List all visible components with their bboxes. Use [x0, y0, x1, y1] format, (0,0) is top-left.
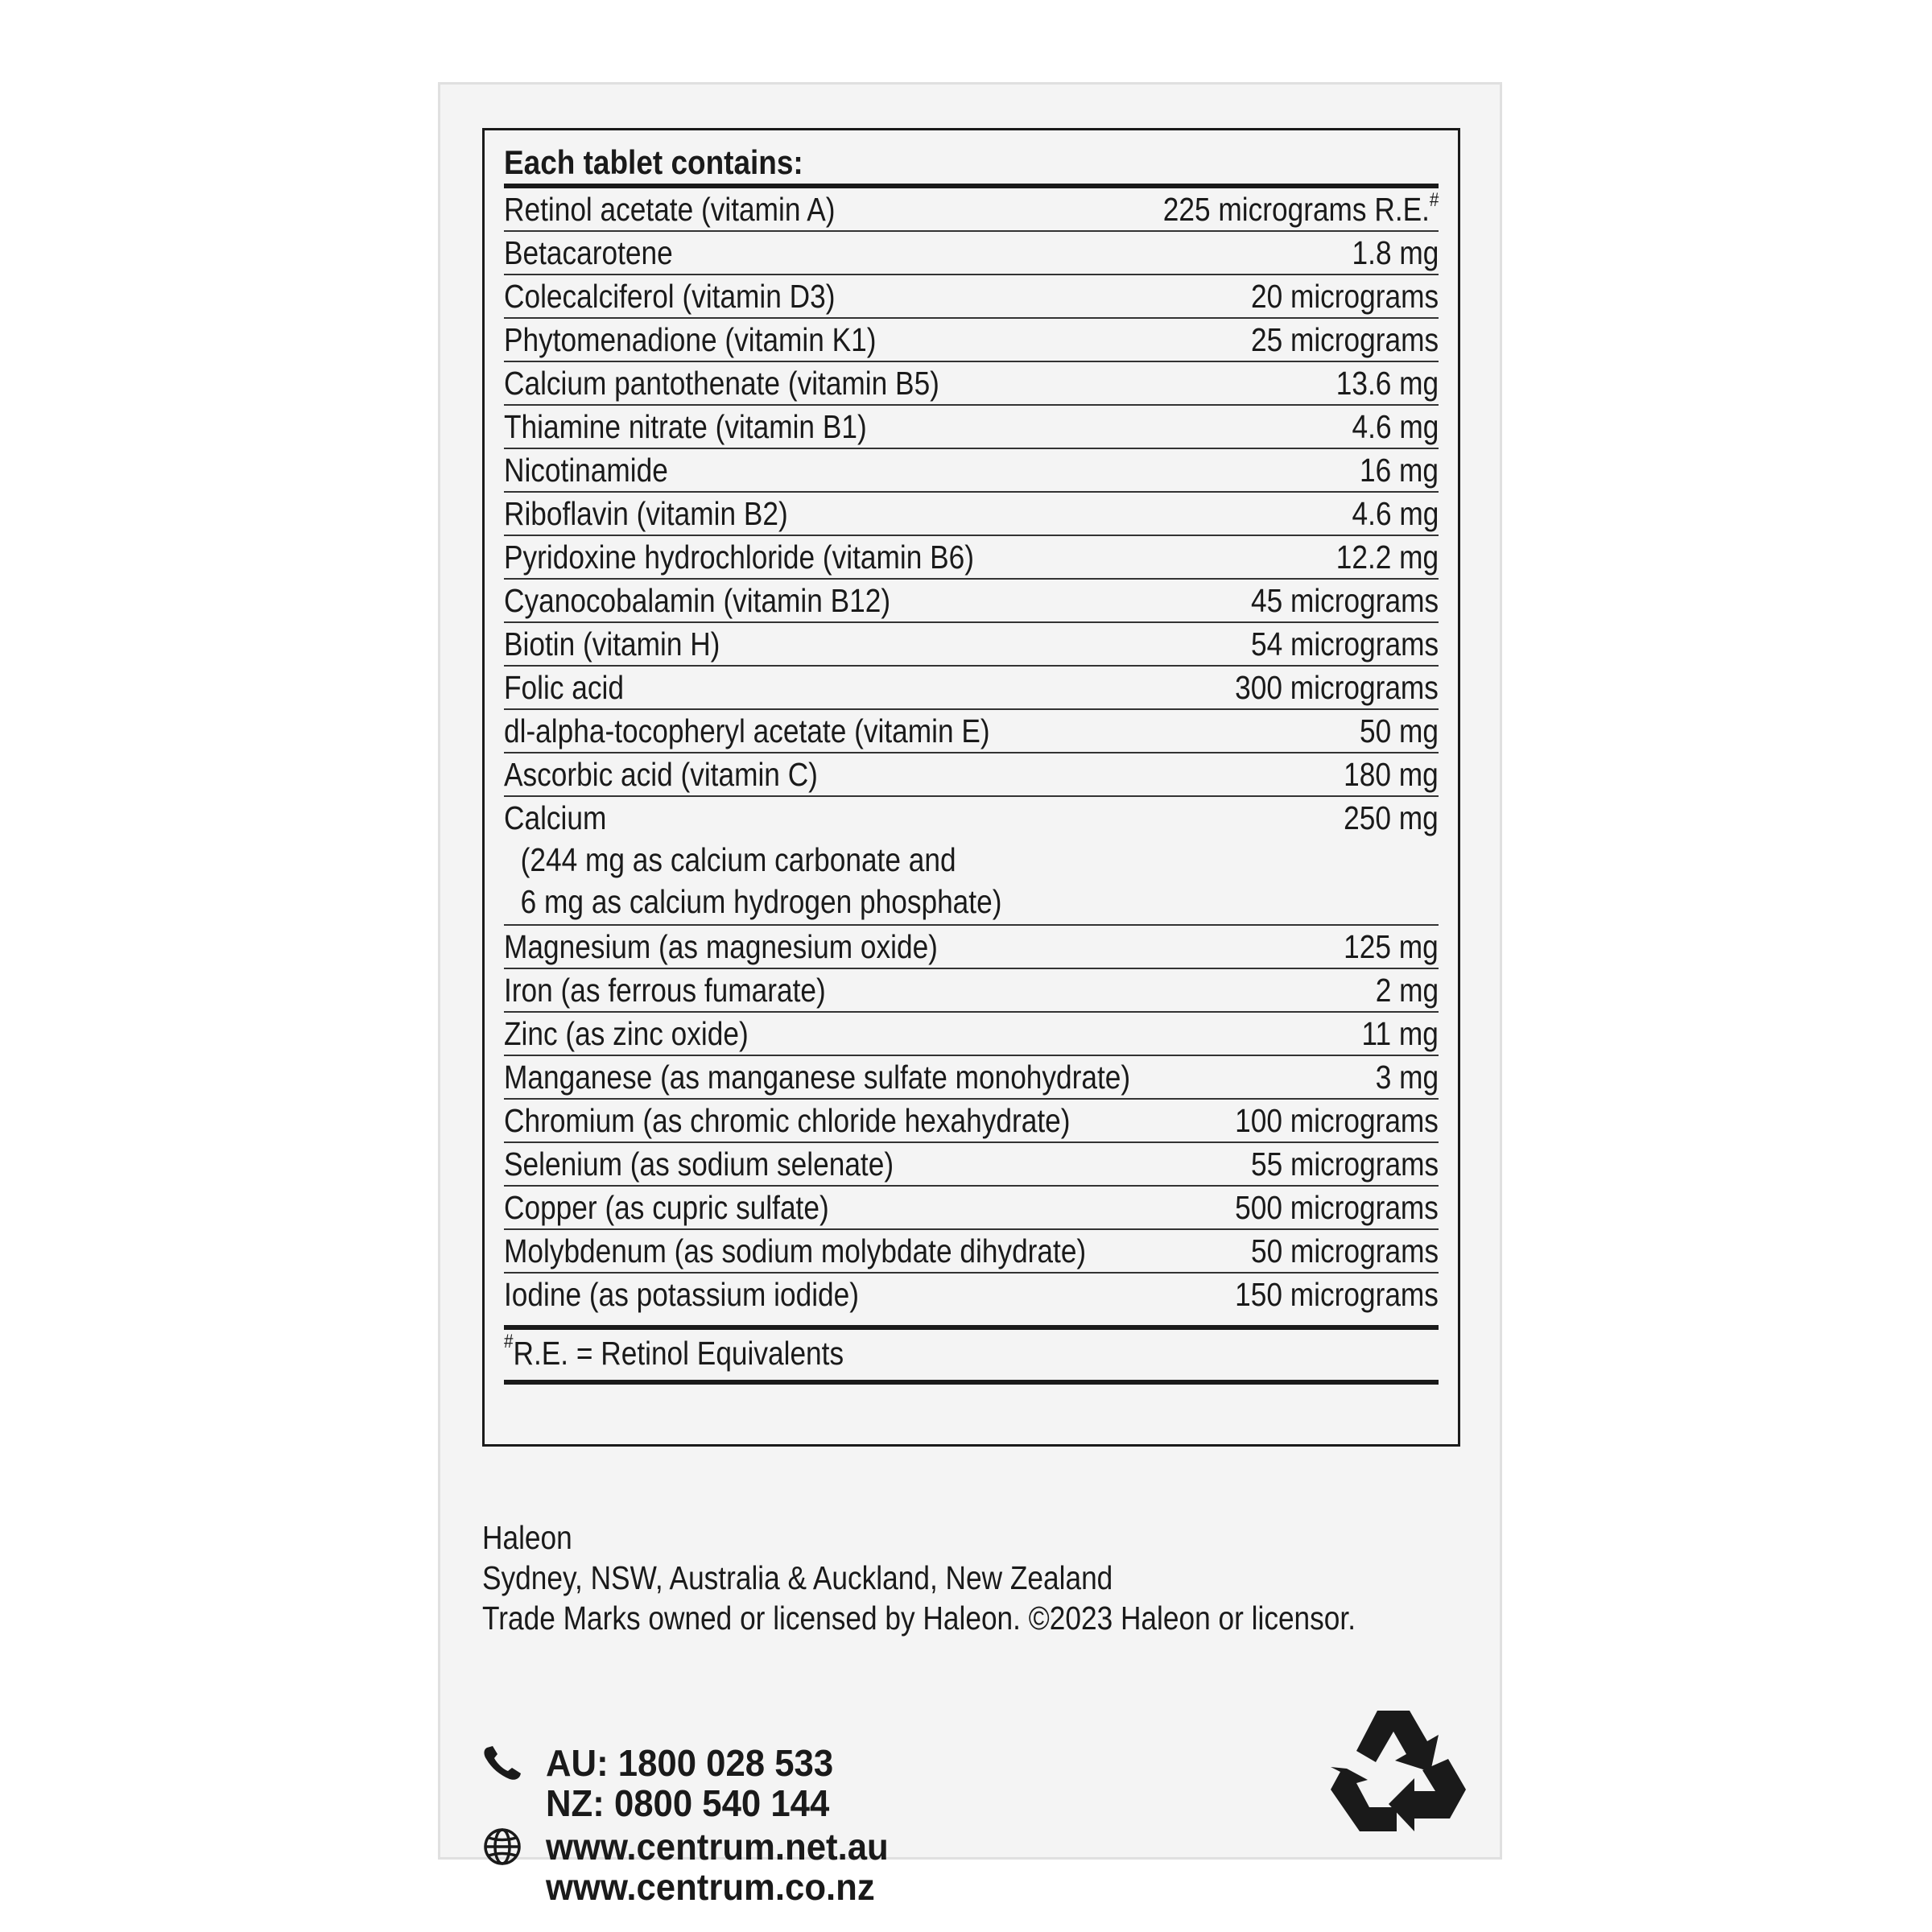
ingredient-name-text: Pyridoxine hydrochloride (vitamin B6)	[504, 539, 974, 576]
ingredient-name	[504, 1100, 1104, 1141]
ingredient-name-text: Calcium pantothenate (vitamin B5)	[504, 365, 939, 402]
footnote	[504, 1330, 1307, 1380]
table-row	[504, 969, 1439, 1013]
footnote-text: R.E. = Retinol Equivalents	[513, 1335, 844, 1372]
ingredient-name-text: Retinol acetate (vitamin A)	[504, 191, 836, 228]
phone-icon	[482, 1743, 530, 1783]
table-row	[504, 188, 1439, 232]
phone-nz-line	[482, 1783, 907, 1823]
ingredient-amount-text: 55 micrograms	[1250, 1146, 1439, 1183]
table-row	[504, 1100, 1439, 1143]
ingredient-name	[504, 1056, 1245, 1098]
ingredient-name-text: Biotin (vitamin H)	[504, 625, 720, 663]
table-row	[504, 493, 1439, 536]
ingredient-rows	[504, 188, 1439, 1317]
table-row	[504, 797, 1439, 926]
ingredient-amount	[1360, 710, 1439, 752]
ingredient-name-text: dl-alpha-tocopheryl acetate (vitamin E)	[504, 712, 990, 749]
ingredient-amount-text: 180 mg	[1344, 756, 1439, 793]
ingredient-amount	[1336, 362, 1439, 404]
ingredient-detail: (244 mg as calcium carbonate and	[520, 841, 956, 878]
ingredient-amount-text: 3 mg	[1375, 1059, 1439, 1096]
table-row	[504, 536, 1439, 580]
table-row	[504, 275, 1439, 319]
ingredient-amount	[1352, 232, 1439, 274]
ingredient-name	[504, 362, 1205, 404]
ingredient-amount-text: 11 mg	[1361, 1015, 1439, 1052]
ingredient-name-text: Selenium (as sodium selenate)	[504, 1146, 894, 1183]
ingredient-name-text: Manganese (as manganese sulfate monohydrate)	[504, 1059, 1131, 1096]
ingredient-name-text: Thiamine nitrate (vitamin B1)	[504, 408, 867, 445]
ingredient-amount-text: 4.6 mg	[1352, 408, 1439, 445]
ingredient-name-text: Zinc (as zinc oxide)	[504, 1015, 749, 1052]
ingredient-amount	[1376, 1056, 1439, 1098]
label-panel	[438, 82, 1502, 1908]
table-row	[504, 362, 1439, 406]
ingredient-amount-text: 100 micrograms	[1235, 1102, 1439, 1139]
ingredient-amount-text: 12.2 mg	[1335, 539, 1439, 576]
ingredients-table	[482, 128, 1460, 1447]
ingredient-name	[504, 667, 1104, 708]
ingredient-name	[504, 449, 1228, 491]
ingredient-name-text: Nicotinamide	[504, 452, 668, 489]
globe-icon	[482, 1827, 530, 1867]
ingredient-amount-text: 225 micrograms R.E.	[1162, 191, 1430, 228]
ingredient-name-text: Calcium	[504, 799, 607, 836]
company-name: Haleon	[482, 1519, 572, 1556]
ingredient-name	[504, 232, 1221, 274]
table-row	[504, 753, 1439, 797]
table-row	[504, 580, 1439, 623]
ingredient-name	[504, 536, 1205, 578]
table-row	[504, 623, 1439, 667]
ingredient-name	[504, 406, 1221, 448]
ingredient-name	[504, 797, 1213, 923]
ingredient-amount-text: 13.6 mg	[1335, 365, 1439, 402]
ingredient-amount-text: 45 micrograms	[1250, 582, 1439, 619]
ingredient-amount-text: 54 micrograms	[1250, 625, 1439, 663]
ingredient-amount-text: 50 micrograms	[1250, 1232, 1439, 1269]
amount-footnote-mark: #	[1429, 189, 1439, 211]
phone-nz: NZ: 0800 540 144	[546, 1782, 830, 1824]
company-address: Sydney, NSW, Australia & Auckland, New Zealand	[482, 1559, 1113, 1596]
table-row	[504, 667, 1439, 710]
ingredient-amount-text: 20 micrograms	[1250, 278, 1439, 315]
ingredient-name	[504, 926, 1213, 968]
recycle-icon	[1327, 1703, 1469, 1839]
ingredient-detail: 6 mg as calcium hydrogen phosphate)	[520, 883, 1002, 920]
ingredient-name	[504, 753, 1213, 795]
table-row	[504, 1230, 1439, 1274]
table-row	[504, 232, 1439, 275]
ingredient-name-text: Riboflavin (vitamin B2)	[504, 495, 788, 532]
ingredient-name-text: Cyanocobalamin (vitamin B12)	[504, 582, 891, 619]
table-title: Each tablet contains:	[504, 143, 803, 181]
ingredient-name-text: Molybdenum (as sodium molybdate dihydrate)	[504, 1232, 1087, 1269]
ingredient-amount	[1352, 493, 1439, 535]
phone-au: AU: 1800 028 533	[546, 1742, 834, 1784]
ingredient-name-text: Colecalciferol (vitamin D3)	[504, 278, 836, 315]
ingredient-name-text: Phytomenadione (vitamin K1)	[504, 321, 877, 358]
ingredient-name-text: Magnesium (as magnesium oxide)	[504, 928, 938, 965]
web-nz-line	[482, 1867, 907, 1907]
ingredient-amount	[1235, 1100, 1439, 1141]
ingredient-name	[504, 275, 1120, 317]
phone-au-line	[482, 1743, 907, 1783]
ingredient-name	[504, 1230, 1120, 1272]
ingredient-name	[504, 710, 1228, 752]
contact-info	[482, 1743, 907, 1907]
ingredient-amount-text: 125 mg	[1344, 928, 1439, 965]
ingredient-name	[504, 319, 1120, 361]
ingredient-amount-text: 1.8 mg	[1352, 234, 1439, 271]
ingredient-amount	[1344, 926, 1439, 968]
web-nz-link[interactable]: www.centrum.co.nz	[546, 1866, 875, 1908]
ingredient-amount-text: 16 mg	[1360, 452, 1439, 489]
ingredient-name	[504, 188, 1032, 230]
table-row	[504, 1187, 1439, 1230]
ingredient-name-text: Copper (as cupric sulfate)	[504, 1189, 829, 1226]
footnote-mark: #	[504, 1331, 514, 1352]
ingredient-name-text: Iron (as ferrous fumarate)	[504, 972, 826, 1009]
table-row	[504, 319, 1439, 362]
ingredient-name	[504, 1013, 1231, 1055]
ingredient-amount-text: 150 micrograms	[1235, 1276, 1439, 1313]
ingredient-amount	[1251, 1230, 1439, 1272]
ingredient-amount-text: 25 micrograms	[1250, 321, 1439, 358]
table-row	[504, 406, 1439, 449]
web-au-line	[482, 1827, 907, 1867]
ingredient-amount	[1235, 667, 1439, 708]
ingredient-amount-text: 300 micrograms	[1235, 669, 1439, 706]
table-row	[504, 1143, 1439, 1187]
ingredient-name	[504, 580, 1120, 621]
ingredient-name	[504, 623, 1120, 665]
ingredient-name	[504, 493, 1221, 535]
trademark-notice: Trade Marks owned or licensed by Haleon. ©2023 Haleon or licensor.	[482, 1600, 1356, 1637]
ingredient-amount	[1251, 1143, 1439, 1185]
ingredient-amount	[1360, 449, 1439, 491]
ingredient-amount	[1251, 580, 1439, 621]
table-row	[504, 710, 1439, 753]
company-info	[482, 1517, 1498, 1638]
table-row	[504, 1274, 1439, 1317]
ingredient-name	[504, 1187, 1104, 1228]
table-row	[504, 926, 1439, 969]
ingredient-name	[504, 1274, 1104, 1315]
bottom-rule	[504, 1380, 1439, 1385]
ingredient-name	[504, 1143, 1120, 1185]
ingredient-amount	[1251, 319, 1439, 361]
table-row	[504, 1013, 1439, 1056]
ingredient-name-text: Ascorbic acid (vitamin C)	[504, 756, 818, 793]
ingredient-amount-text: 50 mg	[1360, 712, 1439, 749]
table-row	[504, 449, 1439, 493]
ingredient-amount	[1362, 1013, 1439, 1055]
ingredient-amount	[1251, 275, 1439, 317]
ingredient-name-text: Iodine (as potassium iodide)	[504, 1276, 859, 1313]
ingredient-amount	[1352, 406, 1439, 448]
table-row	[504, 1056, 1439, 1100]
ingredient-amount	[1344, 753, 1439, 795]
ingredient-amount-text: 250 mg	[1344, 799, 1439, 836]
ingredient-amount	[1376, 969, 1439, 1011]
ingredient-amount	[1162, 188, 1439, 230]
ingredient-amount	[1235, 1187, 1439, 1228]
ingredient-amount	[1251, 623, 1439, 665]
ingredient-name-text: Folic acid	[504, 669, 624, 706]
ingredient-amount-text: 500 micrograms	[1235, 1189, 1439, 1226]
ingredient-amount	[1344, 797, 1439, 839]
ingredient-amount-text: 4.6 mg	[1352, 495, 1439, 532]
web-au-link[interactable]: www.centrum.net.au	[546, 1826, 889, 1868]
ingredient-name	[504, 969, 1245, 1011]
ingredient-name-text: Betacarotene	[504, 234, 673, 271]
ingredient-amount	[1336, 536, 1439, 578]
ingredient-name-text: Chromium (as chromic chloride hexahydrate)	[504, 1102, 1071, 1139]
ingredient-amount-text: 2 mg	[1375, 972, 1439, 1009]
ingredient-amount	[1235, 1274, 1439, 1315]
